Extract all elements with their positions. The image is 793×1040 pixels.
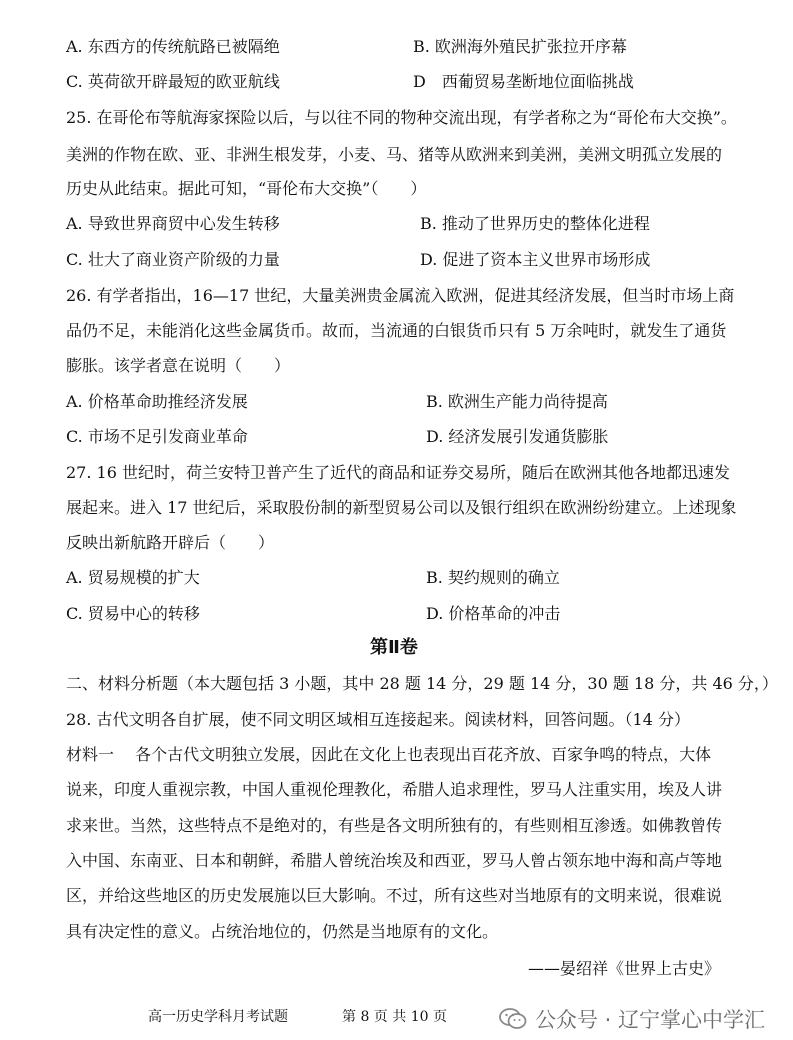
q26-stem-line2: 品仍不足，未能消化这些金属货币。故而，当流通的白银货币只有 5 万余吨时，就发生了通货 bbox=[66, 321, 727, 340]
q25-option-d: D. 促进了资本主义世界市场形成 bbox=[420, 250, 651, 269]
material1-line3: 求来世。当然，这些特点不是绝对的，有些是各文明所独有的，有些则相互渗透。如佛教曾传 bbox=[66, 816, 723, 835]
q25-stem-line3: 历史从此结束。据此可知，“哥伦布大交换”（ ） bbox=[66, 179, 427, 198]
section-title: 第Ⅱ卷 bbox=[370, 637, 418, 658]
material1-line4: 入中国、东南亚、日本和朝鲜，希腊人曾统治埃及和西亚，罗马人曾占领东地中海和高卢等地 bbox=[66, 851, 723, 870]
section-description: 二、材料分析题（本大题包括 3 小题，其中 28 题 14 分，29 题 14 分，30 题 18 分，共 46 分，） bbox=[66, 674, 778, 693]
q26-stem-line3: 膨胀。该学者意在说明（ ） bbox=[66, 356, 291, 375]
material1-line1: 材料一 各个古代文明独立发展，因此在文化上也表现出百花齐放、百家争鸣的特点，大体 bbox=[66, 745, 712, 764]
q26-option-d: D. 经济发展引发通货膨胀 bbox=[426, 427, 609, 446]
prev-option-d: D 西葡贸易垄断地位面临挑战 bbox=[413, 72, 634, 91]
q25-option-a: A. 导致世界商贸中心发生转移 bbox=[66, 214, 280, 233]
watermark-text: 公众号 · 辽宁掌心中学汇 bbox=[534, 1008, 765, 1032]
material1-line5: 区，并给这些地区的历史发展施以巨大影响。不过，所有这些对当地原有的文明来说，很难说 bbox=[66, 886, 723, 905]
q26-option-c: C. 市场不足引发商业革命 bbox=[66, 427, 248, 446]
q27-stem-line1: 27. 16 世纪时，荷兰安特卫普产生了近代的商品和证券交易所，随后在欧洲其他各地都迅速发 bbox=[66, 463, 730, 482]
watermark bbox=[499, 1004, 765, 1034]
material1-line2: 说来，印度人重视宗教，中国人重视伦理教化，希腊人追求理性，罗马人注重实用，埃及人讲 bbox=[66, 780, 723, 799]
q26-option-b: B. 欧洲生产能力尚待提高 bbox=[426, 392, 608, 411]
q25-stem-line2: 美洲的作物在欧、亚、非洲生根发芽，小麦、马、猪等从欧洲来到美洲，美洲文明孤立发展的 bbox=[66, 145, 723, 164]
q25-option-c: C. 壮大了商业资产阶级的力量 bbox=[66, 250, 280, 269]
q27-option-d: D. 价格革命的冲击 bbox=[426, 604, 561, 623]
q26-stem-line1: 26. 有学者指出，16—17 世纪，大量美洲贵金属流入欧洲，促进其经济发展，但当时市场上商 bbox=[66, 286, 735, 305]
wechat-icon bbox=[499, 1007, 527, 1031]
prev-option-b: B. 欧洲海外殖民扩张拉开序幕 bbox=[413, 37, 627, 56]
q27-stem-line2: 展起来。进入 17 世纪后，采取股份制的新型贸易公司以及银行组织在欧洲纷纷建立。上述现象 bbox=[66, 498, 737, 517]
q28-intro: 28. 古代文明各自扩展，使不同文明区域相互连接起来。阅读材料，回答问题。（14 分） bbox=[66, 710, 690, 729]
prev-option-c: C. 英荷欲开辟最短的欧亚航线 bbox=[66, 72, 280, 91]
q25-stem-line1: 25. 在哥伦布等航海家探险以后，与以往不同的物种交流出现，有学者称之为“哥伦布大交换”。 bbox=[66, 108, 737, 127]
material1-source: ——晏绍祥《世界上古史》 bbox=[528, 959, 721, 978]
q27-stem-line3: 反映出新航路开辟后（ ） bbox=[66, 533, 275, 552]
q27-option-a: A. 贸易规模的扩大 bbox=[66, 568, 200, 587]
q27-option-b: B. 契约规则的确立 bbox=[426, 568, 560, 587]
q27-option-c: C. 贸易中心的转移 bbox=[66, 604, 200, 623]
q26-option-a: A. 价格革命助推经济发展 bbox=[66, 392, 248, 411]
footer-page-number: 第 8 页 共 10 页 bbox=[342, 1009, 447, 1025]
material1-line6: 具有决定性的意义。占统治地位的，仍然是当地原有的文化。 bbox=[66, 922, 499, 941]
prev-option-a: A. 东西方的传统航路已被隔绝 bbox=[66, 37, 280, 56]
q25-option-b: B. 推动了世界历史的整体化进程 bbox=[420, 214, 650, 233]
footer-title: 高一历史学科月考试题 bbox=[148, 1009, 288, 1025]
